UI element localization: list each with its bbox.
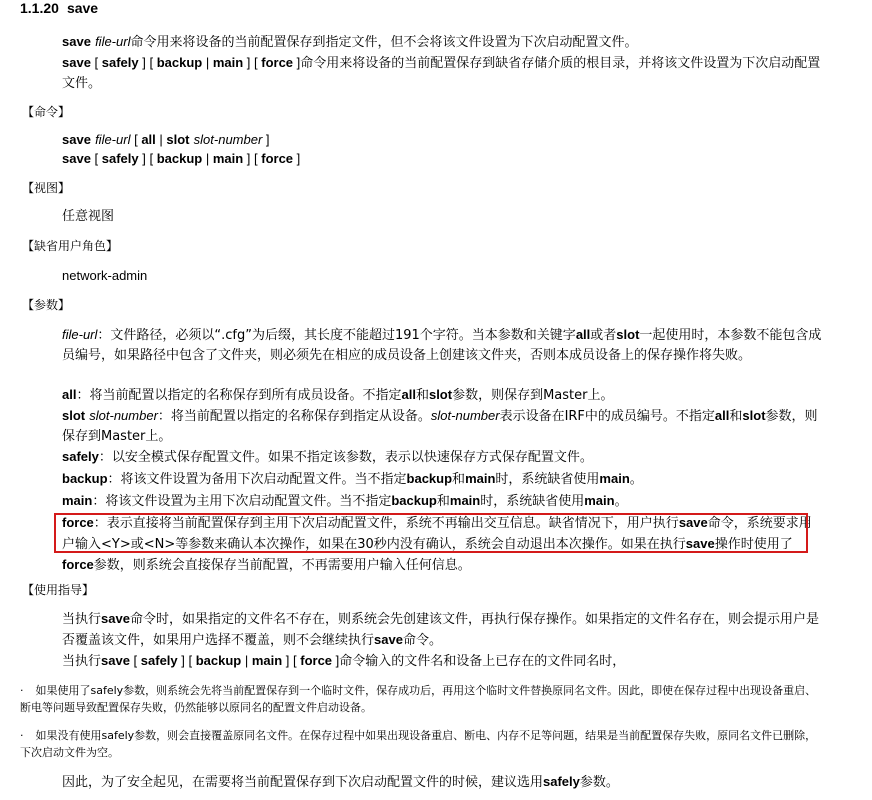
param-backup [62,469,822,490]
description: ：表示直接将当前配置保存到主用下次启动配置文件，系统不再输出交互信息。缺省情况下，用户执行 [93,516,679,531]
usage-paragraph-3 [62,772,822,793]
keyword: backup [391,493,437,508]
description: 和 [415,388,429,403]
bracket: [ [129,653,141,668]
separator: | [202,55,213,70]
bracket: [ [90,151,102,166]
keyword: all [62,387,77,402]
keyword: force [62,515,94,530]
keyword: save [62,34,91,49]
bullet-text: 如果使用了safely参数，则系统会先将当前配置保存到一个临时文件，保存成功后，再用这个临时文件替换原同名文件。因此，即使在保存过程中出现设备重启、断电等问题导致配置保存失败，仍然能够以原同名的配置文件启动设备。 [20,684,817,714]
description: 和 [729,409,743,424]
keyword: slot [62,408,86,423]
description: 参数，则保存到Master上。 [452,388,614,403]
keyword: slot [428,387,453,402]
separator: | [155,132,167,147]
bracket: ] [ [138,55,157,70]
description: 时，系统缺省使用 [480,494,585,509]
param-main [62,491,822,512]
role-text: network-admin [62,268,148,283]
view-text: 任意视图 [62,209,115,224]
command-line-1 [62,130,822,151]
keyword: save [374,632,403,647]
description: 。 [629,472,643,487]
keyword: safely [140,653,178,668]
argument: file-url [95,132,131,147]
bullet-text: 如果没有使用safely参数，则会直接覆盖原同名文件。在保存过程中如果出现设备重启、断电、内存不足等问题，结果是当前配置保存失败，原同名文件已删除，下次启动文件为空。 [20,729,817,759]
command-line-2 [62,149,822,170]
keyword: backup [156,55,203,70]
description: 命令。 [402,633,442,648]
section-title-text: save [66,0,99,16]
keyword: backup [156,151,203,166]
label-usage: 【使用指导】 [22,583,95,597]
keyword: main [251,653,283,668]
bracket: ] [ [243,151,262,166]
description: 命令，系统要求用户输入<Y>或<N>等参数来确认本次操作，如果在30秒内没有确认，系统会自动退出本次操作。如果在执行 [62,516,812,552]
keyword: slot [616,327,640,342]
description: 命令用来将设备的当前配置保存到指定文件，但不会将该文件设置为下次启动配置文件。 [130,35,638,50]
description: ：将该文件设置为主用下次启动配置文件。当不指定 [92,494,392,509]
description: 当执行 [62,612,102,627]
param-force [62,513,812,576]
keyword: force [62,557,94,572]
bracket: ] [262,132,270,147]
description: 命令输入的文件名和设备上已存在的文件同名时， [339,654,626,669]
bracket: ] [293,151,301,166]
keyword: safely [62,449,99,464]
keyword: main [465,471,496,486]
description: 一起使用时，本参数不能包含成员编号，如果路径中包含了文件夹，则必须先在相应的成员设备上创建该文件夹，否则本成员设备上的保存操作将失败。 [62,328,822,363]
description: 表示设备在IRF中的成员编号。不指定 [499,409,715,424]
description: ：将当前配置以指定的名称保存到指定从设备。 [157,409,431,424]
bracket: ] [ [177,653,196,668]
usage-paragraph-2 [62,651,822,672]
usage-bullet-1 [20,682,820,716]
keyword: main [449,493,481,508]
keyword: force [261,151,294,166]
keyword: force [300,653,333,668]
bullet-marker: · [20,684,24,697]
description: ：将当前配置以指定的名称保存到所有成员设备。不指定 [76,388,402,403]
description: 参数。 [579,775,619,790]
description: 时，系统缺省使用 [495,472,600,487]
bracket: ] [293,55,301,70]
description: 因此，为了安全起见，在需要将当前配置保存到下次启动配置文件的时候，建议选用 [62,775,544,790]
description: 操作时使用了 [714,537,793,552]
keyword: main [584,493,615,508]
keyword: backup [195,653,242,668]
label-view: 【视图】 [22,181,71,195]
intro-line-2 [62,53,822,94]
param-all [62,385,822,406]
keyword: all [401,387,416,402]
argument: file-url [62,327,98,342]
keyword: safely [101,55,139,70]
description: 和 [436,494,450,509]
param-file-url [62,325,822,366]
bracket: ] [332,653,340,668]
intro-line-1 [62,32,822,53]
bracket: ] [ [282,653,301,668]
keyword: main [599,471,630,486]
keyword: save [101,653,130,668]
keyword: save [62,151,91,166]
section-heading [20,0,98,16]
keyword: safely [543,774,580,789]
keyword: save [62,55,91,70]
keyword: main [212,55,244,70]
keyword: backup [406,471,453,486]
usage-bullet-2 [20,727,820,761]
description: 参数，则系统会直接保存当前配置，不再需要用户输入任何信息。 [93,558,471,573]
description: ：文件路径，必须以“.cfg”为后缀，其长度不能超过191个字符。当本参数和关键字 [97,328,576,343]
description: 当执行 [62,654,102,669]
description: 和 [452,472,466,487]
description: 命令时，如果指定的文件名不存在，则系统会先创建该文件，再执行保存操作。如果指定的文件名存在，则会提示用户是否覆盖该文件，如果用户选择不覆盖，则不会继续执行 [62,612,819,648]
keyword: save [685,536,715,551]
keyword: save [678,515,708,530]
description: 或者 [590,328,617,343]
label-role: 【缺省用户角色】 [22,239,119,253]
keyword: main [212,151,244,166]
description: ：以安全模式保存配置文件。如果不指定该参数，表示以快速保存方式保存配置文件。 [98,450,593,465]
keyword: save [62,132,91,147]
usage-paragraph-1 [62,609,822,651]
label-params: 【参数】 [22,298,71,312]
bracket: [ [90,55,102,70]
argument: slot-number [430,408,500,423]
keyword: all [714,408,730,423]
param-slot [62,406,822,447]
separator: | [202,151,213,166]
separator: | [241,653,252,668]
keyword: slot [166,132,190,147]
bracket: ] [ [138,151,157,166]
param-safely [62,447,822,468]
bracket: [ [130,132,142,147]
keyword: main [62,493,93,508]
keyword: save [101,611,130,626]
keyword: all [141,132,156,147]
keyword: backup [62,471,108,486]
label-command: 【命令】 [22,105,71,119]
keyword: all [575,327,591,342]
description: ：将该文件设置为备用下次启动配置文件。当不指定 [107,472,407,487]
section-number: 1.1.20 [20,0,59,16]
argument: slot-number [193,132,263,147]
keyword: force [261,55,294,70]
description: 参数，则保存到Master上。 [62,409,818,444]
keyword: safely [101,151,139,166]
keyword: slot [742,408,766,423]
bracket: ] [ [243,55,262,70]
description: 命令用来将设备的当前配置保存到缺省存储介质的根目录，并将该文件设置为下次启动配置文件。 [62,56,821,91]
argument: slot-number [89,408,158,423]
bullet-marker: · [20,729,24,742]
description: 。 [614,494,628,509]
argument: file-url [95,34,131,49]
